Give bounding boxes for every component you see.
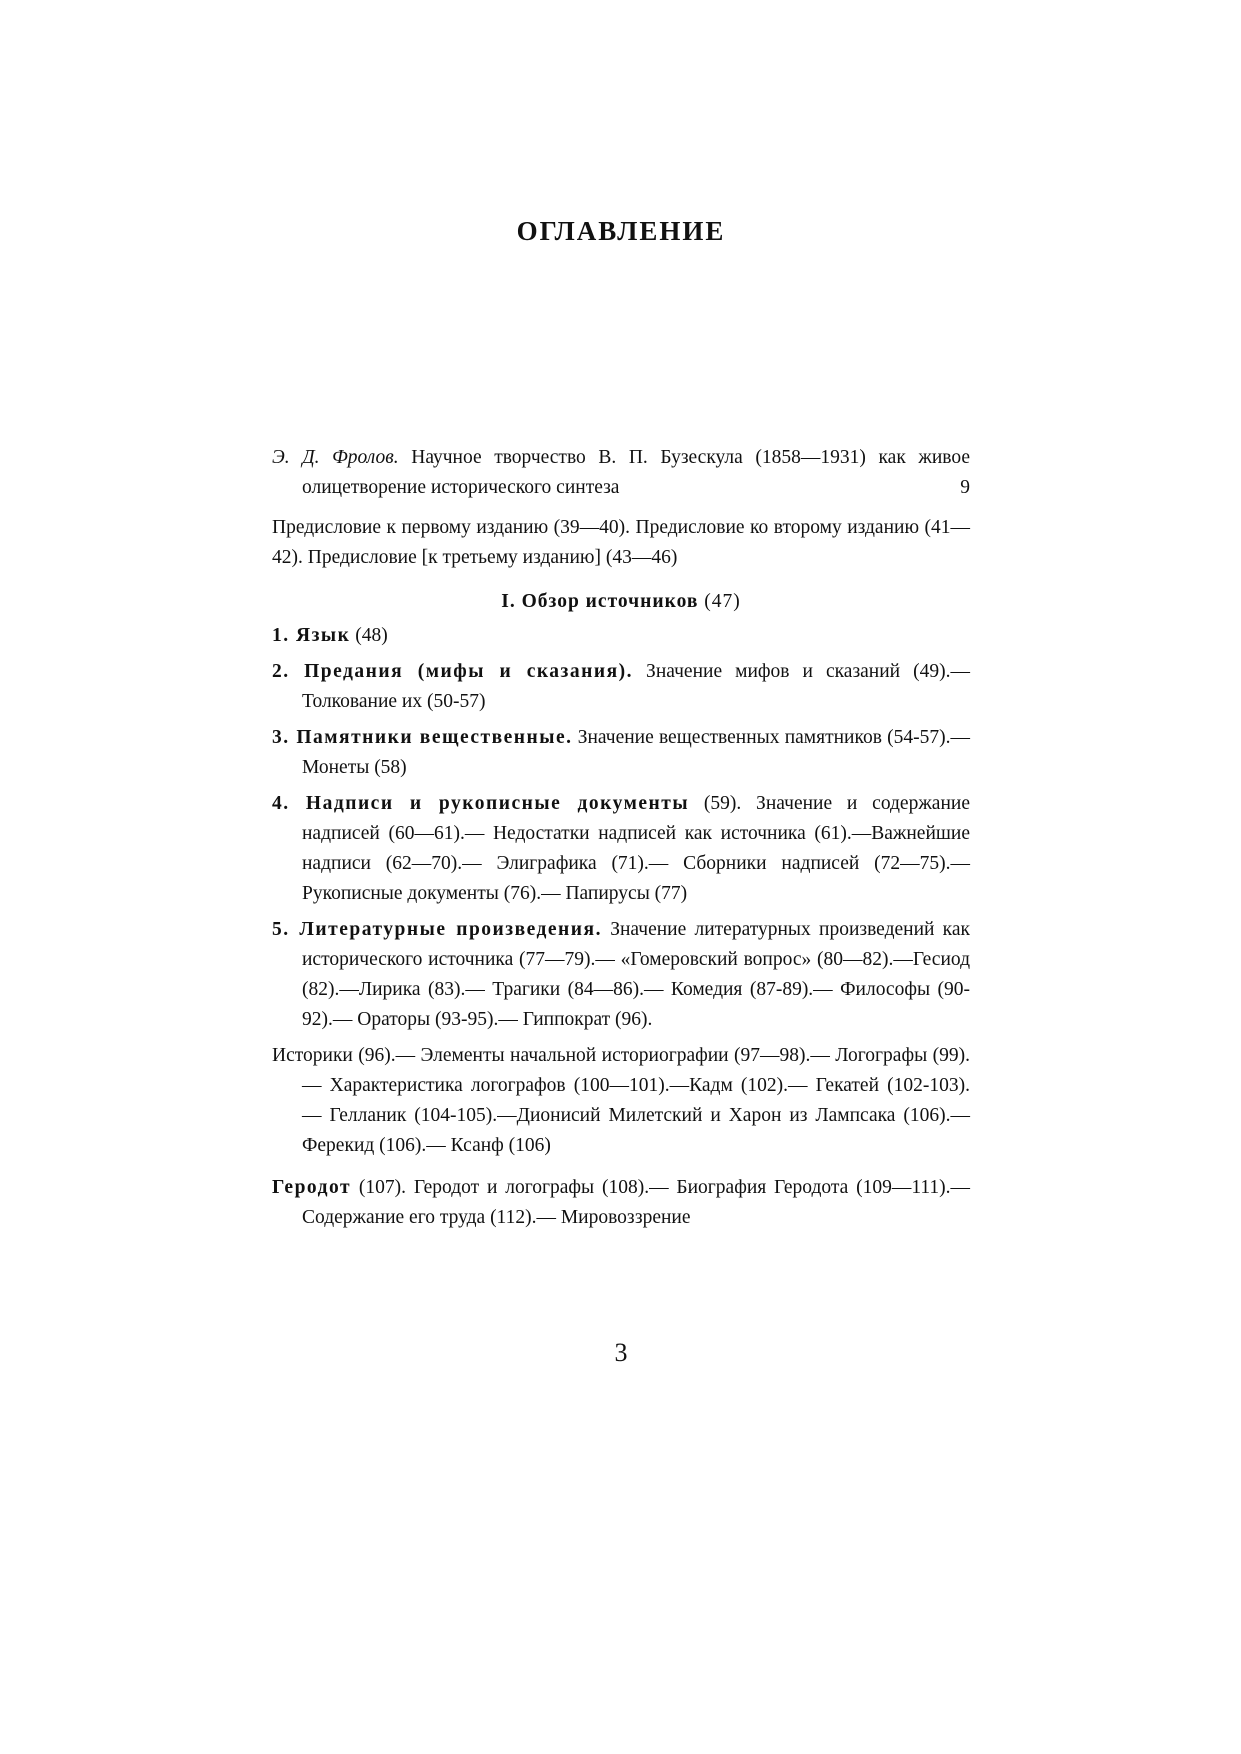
entry-text: Значение литературных произведений как исторического источника (77—79).— «Гомеровский вопрос» (80—82).—Гесиод (82).—Лирика (83).— Трагики (84—86).— Комедия (87-89).— Философы (90-92).— Ораторы (93-95).— Гиппократ (96). — [302, 919, 970, 1030]
toc-entry — [272, 915, 970, 1035]
page-number: 3 — [614, 1338, 628, 1367]
table-of-contents — [272, 443, 970, 1239]
entry-heading: 5. Литературные произведения. — [272, 919, 602, 940]
entry-heading: 1. Язык — [272, 625, 351, 646]
entry-text: (59). Значение и содержание надписей (60—61).— Недостатки надписей как источника (61).—Важнейшие надписи (62—70).— Элиграфика (71).— Сборники надписей (72—75).— Рукописные документы (76).— Папирусы (77) — [302, 793, 970, 904]
toc-entry — [272, 789, 970, 909]
toc-entry — [272, 723, 970, 783]
toc-entry-historians: Историки (96).— Элементы начальной историографии (97—98).— Логографы (99).— Характеристика логографов (100—101).—Кадм (102).— Гекатей (102-103).— Гелланик (104-105).—Дионисий Милетский и Харон из Лампсака (106).— Ферекид (106).— Ксанф (106) — [272, 1045, 970, 1156]
section-title-text: I. Обзор источников — [501, 591, 699, 612]
toc-entry-herodotus — [272, 1173, 970, 1233]
toc-entry — [272, 657, 970, 717]
entry-text: (48) — [355, 625, 388, 646]
entry-text: Научное творчество В. П. Бузескула (1858—1931) как живое олицетворение исторического синтеза — [302, 447, 971, 498]
page-title: ОГЛАВЛЕНИЕ — [516, 216, 726, 246]
entry-page-number: 9 — [960, 477, 970, 498]
section-page: (47) — [704, 591, 741, 612]
section-heading — [272, 587, 970, 617]
entry-author: Э. Д. Фролов. — [272, 447, 399, 468]
book-page — [272, 0, 970, 1754]
entry-heading: Геродот — [272, 1177, 352, 1198]
toc-preface-line: Предисловие к первому изданию (39—40). Предисловие ко второму изданию (41—42). Предисловие [к третьему изданию] (43—46) — [272, 517, 970, 568]
entry-heading: 3. Памятники вещественные. — [272, 727, 573, 748]
entry-text: Значение вещественных памятников (54-57).— Монеты (58) — [302, 727, 970, 778]
entry-text: (107). Геродот и логографы (108).— Биография Геродота (109—111).— Содержание его труда (112).— Мировоззрение — [302, 1177, 971, 1228]
entry-text: Значение мифов и сказаний (49).— Толкование их (50-57) — [302, 661, 970, 712]
entry-heading: 4. Надписи и рукописные документы — [272, 793, 690, 814]
toc-entry — [272, 621, 970, 651]
entry-heading: 2. Предания (мифы и сказания). — [272, 661, 634, 682]
toc-entry-frolov — [272, 443, 970, 503]
